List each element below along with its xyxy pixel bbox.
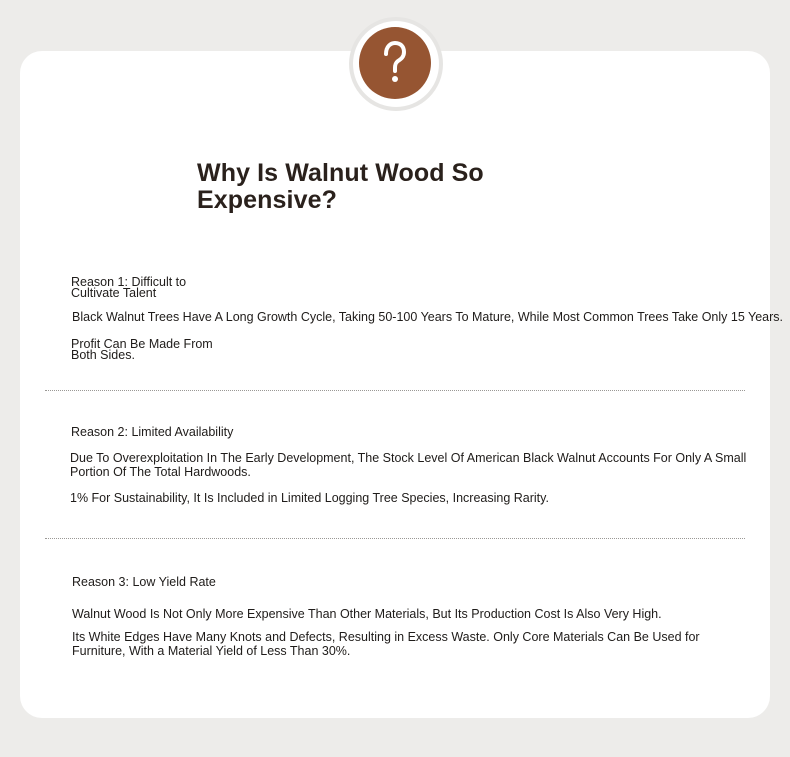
reason-2-paragraph-2: 1% For Sustainability, It Is Included in Limited Logging Tree Species, Increasing Rarity. [70, 491, 549, 505]
section-divider [45, 390, 745, 391]
reason-1-paragraph-2: Profit Can Be Made From Both Sides. [71, 337, 213, 362]
reason-1-heading: Reason 1: Difficult to Cultivate Talent [71, 275, 187, 300]
page-title: Why Is Walnut Wood So Expensive? [197, 159, 484, 214]
question-mark-icon [380, 40, 410, 86]
reason-2-heading: Reason 2: Limited Availability [71, 425, 234, 439]
section-divider [45, 538, 745, 539]
reason-2-paragraph-1: Due To Overexploitation In The Early Development, The Stock Level Of American Black Walnut Accounts For Only A Small Portion Of The Total Hardwoods. [70, 451, 747, 479]
reason-1-paragraph-1: Black Walnut Trees Have A Long Growth Cycle, Taking 50-100 Years To Mature, While Most Common Trees Take Only 15 Years. [72, 310, 784, 324]
reason-3-heading: Reason 3: Low Yield Rate [72, 575, 216, 589]
question-badge [359, 27, 431, 99]
reason-3-paragraph-1: Walnut Wood Is Not Only More Expensive Than Other Materials, But Its Production Cost Is Also Very High. [72, 607, 662, 621]
reason-3-paragraph-2: Its White Edges Have Many Knots and Defects, Resulting in Excess Waste. Only Core Materials Can Be Used for Furniture, With a Material Yield of Less Than 30%. [72, 630, 700, 658]
